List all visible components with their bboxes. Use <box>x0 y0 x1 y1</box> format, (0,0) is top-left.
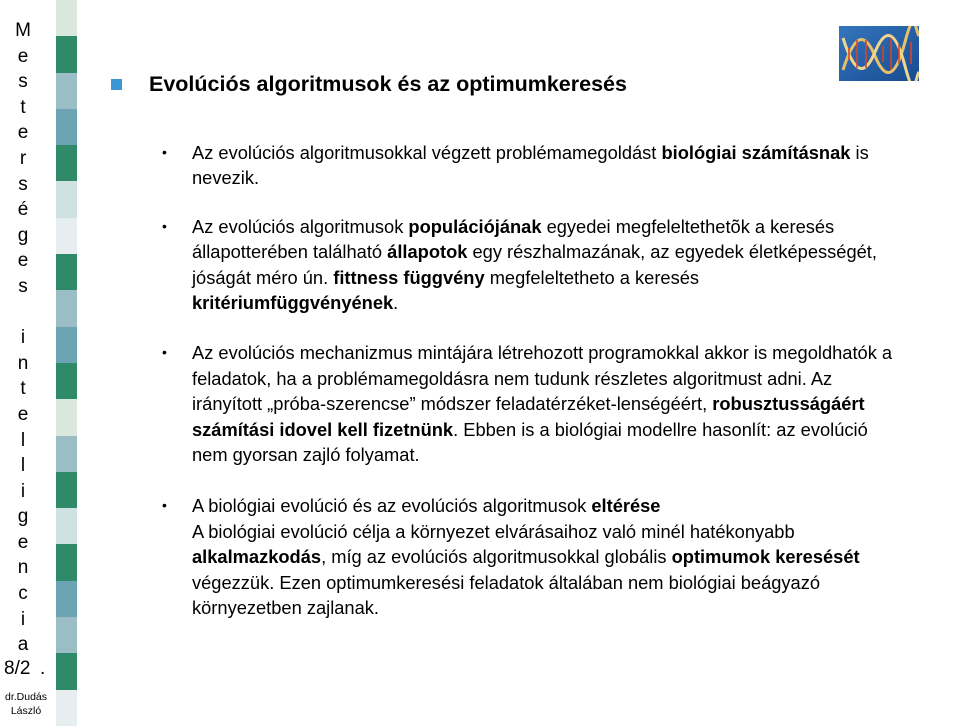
stripe-band <box>56 472 77 508</box>
stripe-band <box>56 363 77 399</box>
author-line-2: László <box>10 705 42 717</box>
stripe-band <box>56 181 77 217</box>
bold-term: biológiai számításnak <box>661 142 851 163</box>
vertical-title-letter: i <box>20 327 26 349</box>
stripe-band <box>56 290 77 326</box>
vertical-title-letter: n <box>17 557 29 579</box>
author <box>2 690 50 718</box>
bullet-dot-icon: • <box>162 344 167 361</box>
stripe-band <box>56 399 77 435</box>
bold-term: eltérése <box>591 495 661 517</box>
bold-term: alkalmazkodás <box>192 546 322 568</box>
bullet-dot-icon: • <box>162 144 167 160</box>
stripe-band <box>56 218 77 254</box>
vertical-title-letter: M <box>15 20 31 41</box>
bold-term: fittness függvény <box>333 266 485 288</box>
bold-term: állapotok <box>387 241 468 263</box>
vertical-title-letter: i <box>20 608 26 630</box>
page-title: Evolúciós algoritmusok és az optimumkeresés <box>149 72 627 96</box>
stripe-band <box>56 690 77 726</box>
stripe-band <box>56 508 77 544</box>
vertical-title-letter: a <box>17 634 29 656</box>
vertical-title-letter: n <box>17 352 29 374</box>
bold-term: kritériumfüggvényének <box>192 292 394 314</box>
stripe-band <box>56 254 77 290</box>
vertical-title-letter <box>0 300 46 326</box>
decorative-stripe <box>56 0 77 726</box>
stripe-band <box>56 36 77 72</box>
vertical-title-letter: e <box>17 45 29 67</box>
vertical-title-letter: l <box>20 429 26 451</box>
item-text: Az evolúciós algoritmusokkal végzett problémamegoldást biológiai számításnak is nevezik. <box>192 142 869 189</box>
vertical-title-letter: c <box>18 583 28 605</box>
stripe-band <box>56 617 77 653</box>
stripe-band <box>56 436 77 472</box>
vertical-title-letter: t <box>20 378 26 400</box>
stripe-band <box>56 109 77 145</box>
list-item <box>162 140 902 191</box>
vertical-title-letter: e <box>17 122 29 144</box>
stripe-band <box>56 73 77 109</box>
vertical-title-letter: i <box>20 480 26 502</box>
stripe-band <box>56 327 77 363</box>
bold-term: optimumok keresését <box>671 546 860 568</box>
vertical-title-letter: s <box>18 173 28 195</box>
list-item <box>162 493 902 620</box>
vertical-title-letter: e <box>17 403 29 425</box>
dna-logo <box>839 26 919 81</box>
stripe-band <box>56 145 77 181</box>
heading-bullet-icon <box>111 79 122 90</box>
vertical-title-letter: t <box>20 96 26 118</box>
bold-term: robusztusságáért számítási idovel kell fizetnünk <box>192 393 865 440</box>
vertical-title-letter: g <box>17 506 29 528</box>
list-item <box>162 340 902 467</box>
vertical-title <box>0 18 46 658</box>
bullet-dot-icon: • <box>162 217 167 234</box>
stripe-band <box>56 544 77 580</box>
bullet-list <box>162 140 902 621</box>
list-item <box>162 214 902 316</box>
item-text: Az evolúciós mechanizmus mintájára létrehozott programokkal akkor is megoldhatók a feladatok, ha a problémamegoldásra nem tudunk részletes algoritmust adni. Az irányított „próba-szerencse” módszer feladatérzéket-lenségéért, robusztusságáért számítási idovel kell fizetnünk. Ebben is a biológiai modellre hasonlít: az evolúció nem gyorsan zajló folyamat. <box>192 342 893 466</box>
vertical-title-letter: é <box>17 199 29 221</box>
vertical-title-letter: g <box>17 224 29 246</box>
vertical-title-letter: r <box>19 147 27 169</box>
author-line-1: dr.Dudás <box>4 691 48 703</box>
stripe-band <box>56 653 77 689</box>
bold-term: populációjának <box>408 215 542 237</box>
item-text: A biológiai evolúció és az evolúciós algoritmusok eltérése A biológiai evolúció célja a környezet elvárásaihoz való minél hatékonyabb alkalmazkodás, míg az evolúciós algoritmusokkal globális optimumok keresését végezzük. Ezen optimumkeresési feladatok általában nem biológiai beágyazó környezetben zajlanak. <box>192 495 860 619</box>
vertical-title-letter: s <box>18 275 28 297</box>
vertical-title-letter: s <box>18 71 28 93</box>
stripe-band <box>56 0 77 36</box>
page-number: 8/2 <box>4 658 31 679</box>
vertical-title-letter: e <box>17 250 29 272</box>
vertical-title-letter: l <box>20 455 26 477</box>
stripe-band <box>56 581 77 617</box>
item-text: Az evolúciós algoritmusok populációjának egyedei megfeleltethetõk a keresés állapotterében található állapotok egy részhalmazának, az egyedek életképességét, jóságát méro ún. fittness függvény megfeleltetheto a keresés kritériumfüggvényének. <box>192 215 877 314</box>
page-number-suffix: . <box>40 658 46 679</box>
bullet-dot-icon: • <box>162 497 167 514</box>
vertical-title-letter: e <box>17 531 29 553</box>
